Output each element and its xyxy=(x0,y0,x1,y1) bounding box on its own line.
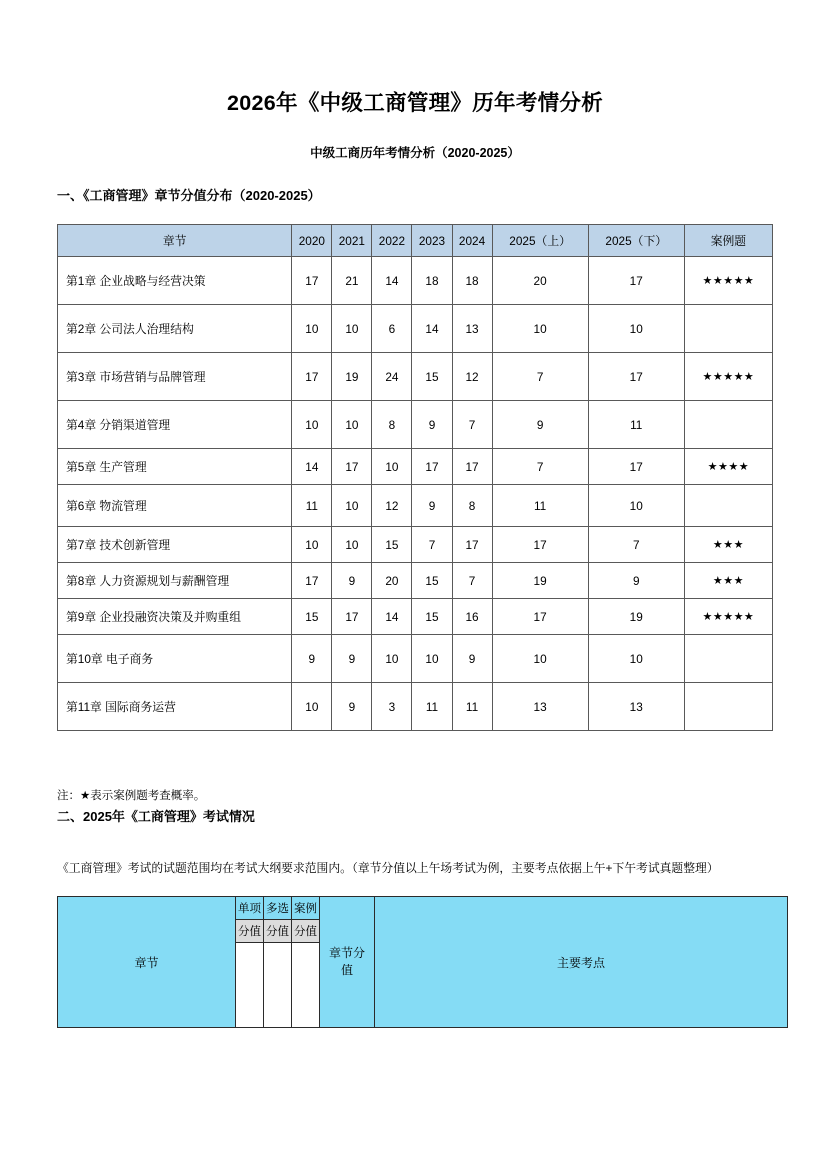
header-chapter: 章节 xyxy=(58,897,236,1028)
row-value-2025-first: 13 xyxy=(492,683,588,731)
row-value-2022: 20 xyxy=(372,563,412,599)
row-value-2023: 9 xyxy=(412,401,452,449)
row-value-2024: 17 xyxy=(452,449,492,485)
row-value-2024: 7 xyxy=(452,563,492,599)
row-star-rating xyxy=(684,305,772,353)
row-value-2024: 18 xyxy=(452,257,492,305)
table-row xyxy=(58,449,773,485)
row-value-2025-first: 7 xyxy=(492,353,588,401)
page-subtitle: 中级工商历年考情分析（2020-2025） xyxy=(310,146,520,160)
section-one-heading: 一、《工商管理》章节分值分布（2020-2025） xyxy=(57,188,321,203)
row-value-2022: 24 xyxy=(372,353,412,401)
row-value-2021: 19 xyxy=(332,353,372,401)
row-value-2025-first: 17 xyxy=(492,527,588,563)
header-2025-second: 2025（下） xyxy=(588,225,684,257)
row-value-2021: 21 xyxy=(332,257,372,305)
row-value-2021: 9 xyxy=(332,635,372,683)
row-value-2021: 10 xyxy=(332,527,372,563)
table-row xyxy=(58,563,773,599)
header-main-points: 主要考点 xyxy=(375,897,788,1028)
blank-cell-single xyxy=(236,943,264,1028)
row-value-2025-first: 7 xyxy=(492,449,588,485)
table-row xyxy=(58,305,773,353)
row-chapter-name: 第8章 人力资源规划与薪酬管理 xyxy=(58,563,292,599)
row-value-2022: 14 xyxy=(372,257,412,305)
section-two-paragraph: 《工商管理》考试的试题范围均在考试大纲要求范围内。（章节分值以上午场考试为例，主要考点依据上午+下午考试真题整理） xyxy=(57,861,719,875)
row-value-2025-second: 19 xyxy=(588,599,684,635)
row-value-2025-second: 9 xyxy=(588,563,684,599)
row-value-2025-first: 10 xyxy=(492,635,588,683)
row-value-2022: 14 xyxy=(372,599,412,635)
header-chapter: 章节 xyxy=(58,225,292,257)
table-row xyxy=(58,401,773,449)
table-row xyxy=(58,635,773,683)
row-value-2023: 10 xyxy=(412,635,452,683)
table-row xyxy=(58,353,773,401)
row-value-2025-first: 10 xyxy=(492,305,588,353)
row-value-2025-second: 17 xyxy=(588,449,684,485)
blank-cell-case xyxy=(292,943,320,1028)
row-value-2023: 18 xyxy=(412,257,452,305)
row-value-2025-first: 20 xyxy=(492,257,588,305)
table-header-row xyxy=(58,225,773,257)
row-value-2023: 15 xyxy=(412,563,452,599)
row-chapter-name: 第11章 国际商务运营 xyxy=(58,683,292,731)
row-value-2024: 12 xyxy=(452,353,492,401)
row-chapter-name: 第10章 电子商务 xyxy=(58,635,292,683)
header-2023: 2023 xyxy=(412,225,452,257)
row-value-2023: 11 xyxy=(412,683,452,731)
row-value-2025-second: 10 xyxy=(588,485,684,527)
row-value-2020: 10 xyxy=(292,401,332,449)
row-chapter-name: 第2章 公司法人治理结构 xyxy=(58,305,292,353)
header-2022: 2022 xyxy=(372,225,412,257)
header-case-question: 案例题 xyxy=(684,225,772,257)
row-value-2025-second: 13 xyxy=(588,683,684,731)
row-value-2022: 8 xyxy=(372,401,412,449)
row-star-rating: ★★★ xyxy=(684,527,772,563)
row-value-2025-second: 17 xyxy=(588,257,684,305)
row-star-rating: ★★★★ xyxy=(684,449,772,485)
row-value-2025-first: 19 xyxy=(492,563,588,599)
row-value-2022: 15 xyxy=(372,527,412,563)
row-star-rating: ★★★★★ xyxy=(684,353,772,401)
row-value-2024: 7 xyxy=(452,401,492,449)
row-value-2023: 15 xyxy=(412,599,452,635)
row-chapter-name: 第6章 物流管理 xyxy=(58,485,292,527)
row-value-2020: 9 xyxy=(292,635,332,683)
row-value-2024: 16 xyxy=(452,599,492,635)
table-row xyxy=(58,599,773,635)
row-value-2025-second: 10 xyxy=(588,635,684,683)
row-value-2024: 13 xyxy=(452,305,492,353)
row-star-rating xyxy=(684,401,772,449)
row-value-2020: 15 xyxy=(292,599,332,635)
page-title: 2026年《中级工商管理》历年考情分析 xyxy=(226,91,604,115)
row-value-2025-second: 17 xyxy=(588,353,684,401)
row-chapter-name: 第7章 技术创新管理 xyxy=(58,527,292,563)
chapter-score-table xyxy=(57,224,773,731)
row-value-2022: 10 xyxy=(372,449,412,485)
header-case-score: 分值 xyxy=(292,920,320,943)
row-value-2022: 10 xyxy=(372,635,412,683)
row-value-2021: 9 xyxy=(332,563,372,599)
row-chapter-name: 第9章 企业投融资决策及并购重组 xyxy=(58,599,292,635)
row-value-2024: 8 xyxy=(452,485,492,527)
blank-cell-multi xyxy=(264,943,292,1028)
row-star-rating xyxy=(684,485,772,527)
row-value-2021: 10 xyxy=(332,485,372,527)
header-single-choice-score: 分值 xyxy=(236,920,264,943)
row-value-2025-first: 17 xyxy=(492,599,588,635)
header-2025-first: 2025（上） xyxy=(492,225,588,257)
section-two-heading: 二、2025年《工商管理》考试情况 xyxy=(57,809,255,824)
row-value-2020: 17 xyxy=(292,257,332,305)
row-value-2025-first: 11 xyxy=(492,485,588,527)
row-star-rating xyxy=(684,635,772,683)
header-single-choice-top: 单项 xyxy=(236,897,264,920)
row-value-2020: 11 xyxy=(292,485,332,527)
table-row xyxy=(58,485,773,527)
row-chapter-name: 第4章 分销渠道管理 xyxy=(58,401,292,449)
table-note: 注：★表示案例题考查概率。 xyxy=(57,790,206,802)
table-row xyxy=(58,527,773,563)
row-value-2023: 15 xyxy=(412,353,452,401)
row-chapter-name: 第5章 生产管理 xyxy=(58,449,292,485)
table-subheader-row-top xyxy=(58,897,788,920)
exam-detail-table xyxy=(57,896,788,1028)
row-value-2021: 17 xyxy=(332,599,372,635)
row-star-rating: ★★★★★ xyxy=(684,599,772,635)
header-2024: 2024 xyxy=(452,225,492,257)
row-value-2025-second: 11 xyxy=(588,401,684,449)
header-chapter-score: 章节分值 xyxy=(320,897,375,1028)
row-value-2020: 10 xyxy=(292,527,332,563)
row-value-2020: 10 xyxy=(292,683,332,731)
row-star-rating: ★★★ xyxy=(684,563,772,599)
row-value-2024: 17 xyxy=(452,527,492,563)
row-value-2021: 17 xyxy=(332,449,372,485)
row-value-2023: 7 xyxy=(412,527,452,563)
row-chapter-name: 第3章 市场营销与品牌管理 xyxy=(58,353,292,401)
row-value-2022: 3 xyxy=(372,683,412,731)
table-row xyxy=(58,257,773,305)
row-value-2021: 10 xyxy=(332,401,372,449)
header-2020: 2020 xyxy=(292,225,332,257)
row-chapter-name: 第1章 企业战略与经营决策 xyxy=(58,257,292,305)
row-value-2020: 10 xyxy=(292,305,332,353)
row-value-2020: 17 xyxy=(292,353,332,401)
header-multi-choice-score: 分值 xyxy=(264,920,292,943)
row-value-2020: 17 xyxy=(292,563,332,599)
row-value-2022: 12 xyxy=(372,485,412,527)
row-value-2021: 10 xyxy=(332,305,372,353)
row-value-2021: 9 xyxy=(332,683,372,731)
row-value-2020: 14 xyxy=(292,449,332,485)
row-value-2025-second: 10 xyxy=(588,305,684,353)
row-value-2023: 17 xyxy=(412,449,452,485)
row-value-2024: 11 xyxy=(452,683,492,731)
header-multi-choice-top: 多选 xyxy=(264,897,292,920)
row-value-2025-first: 9 xyxy=(492,401,588,449)
row-value-2025-second: 7 xyxy=(588,527,684,563)
row-value-2022: 6 xyxy=(372,305,412,353)
row-value-2023: 14 xyxy=(412,305,452,353)
row-star-rating xyxy=(684,683,772,731)
header-2021: 2021 xyxy=(332,225,372,257)
row-value-2023: 9 xyxy=(412,485,452,527)
row-star-rating: ★★★★★ xyxy=(684,257,772,305)
table-row xyxy=(58,683,773,731)
header-case-top: 案例 xyxy=(292,897,320,920)
row-value-2024: 9 xyxy=(452,635,492,683)
